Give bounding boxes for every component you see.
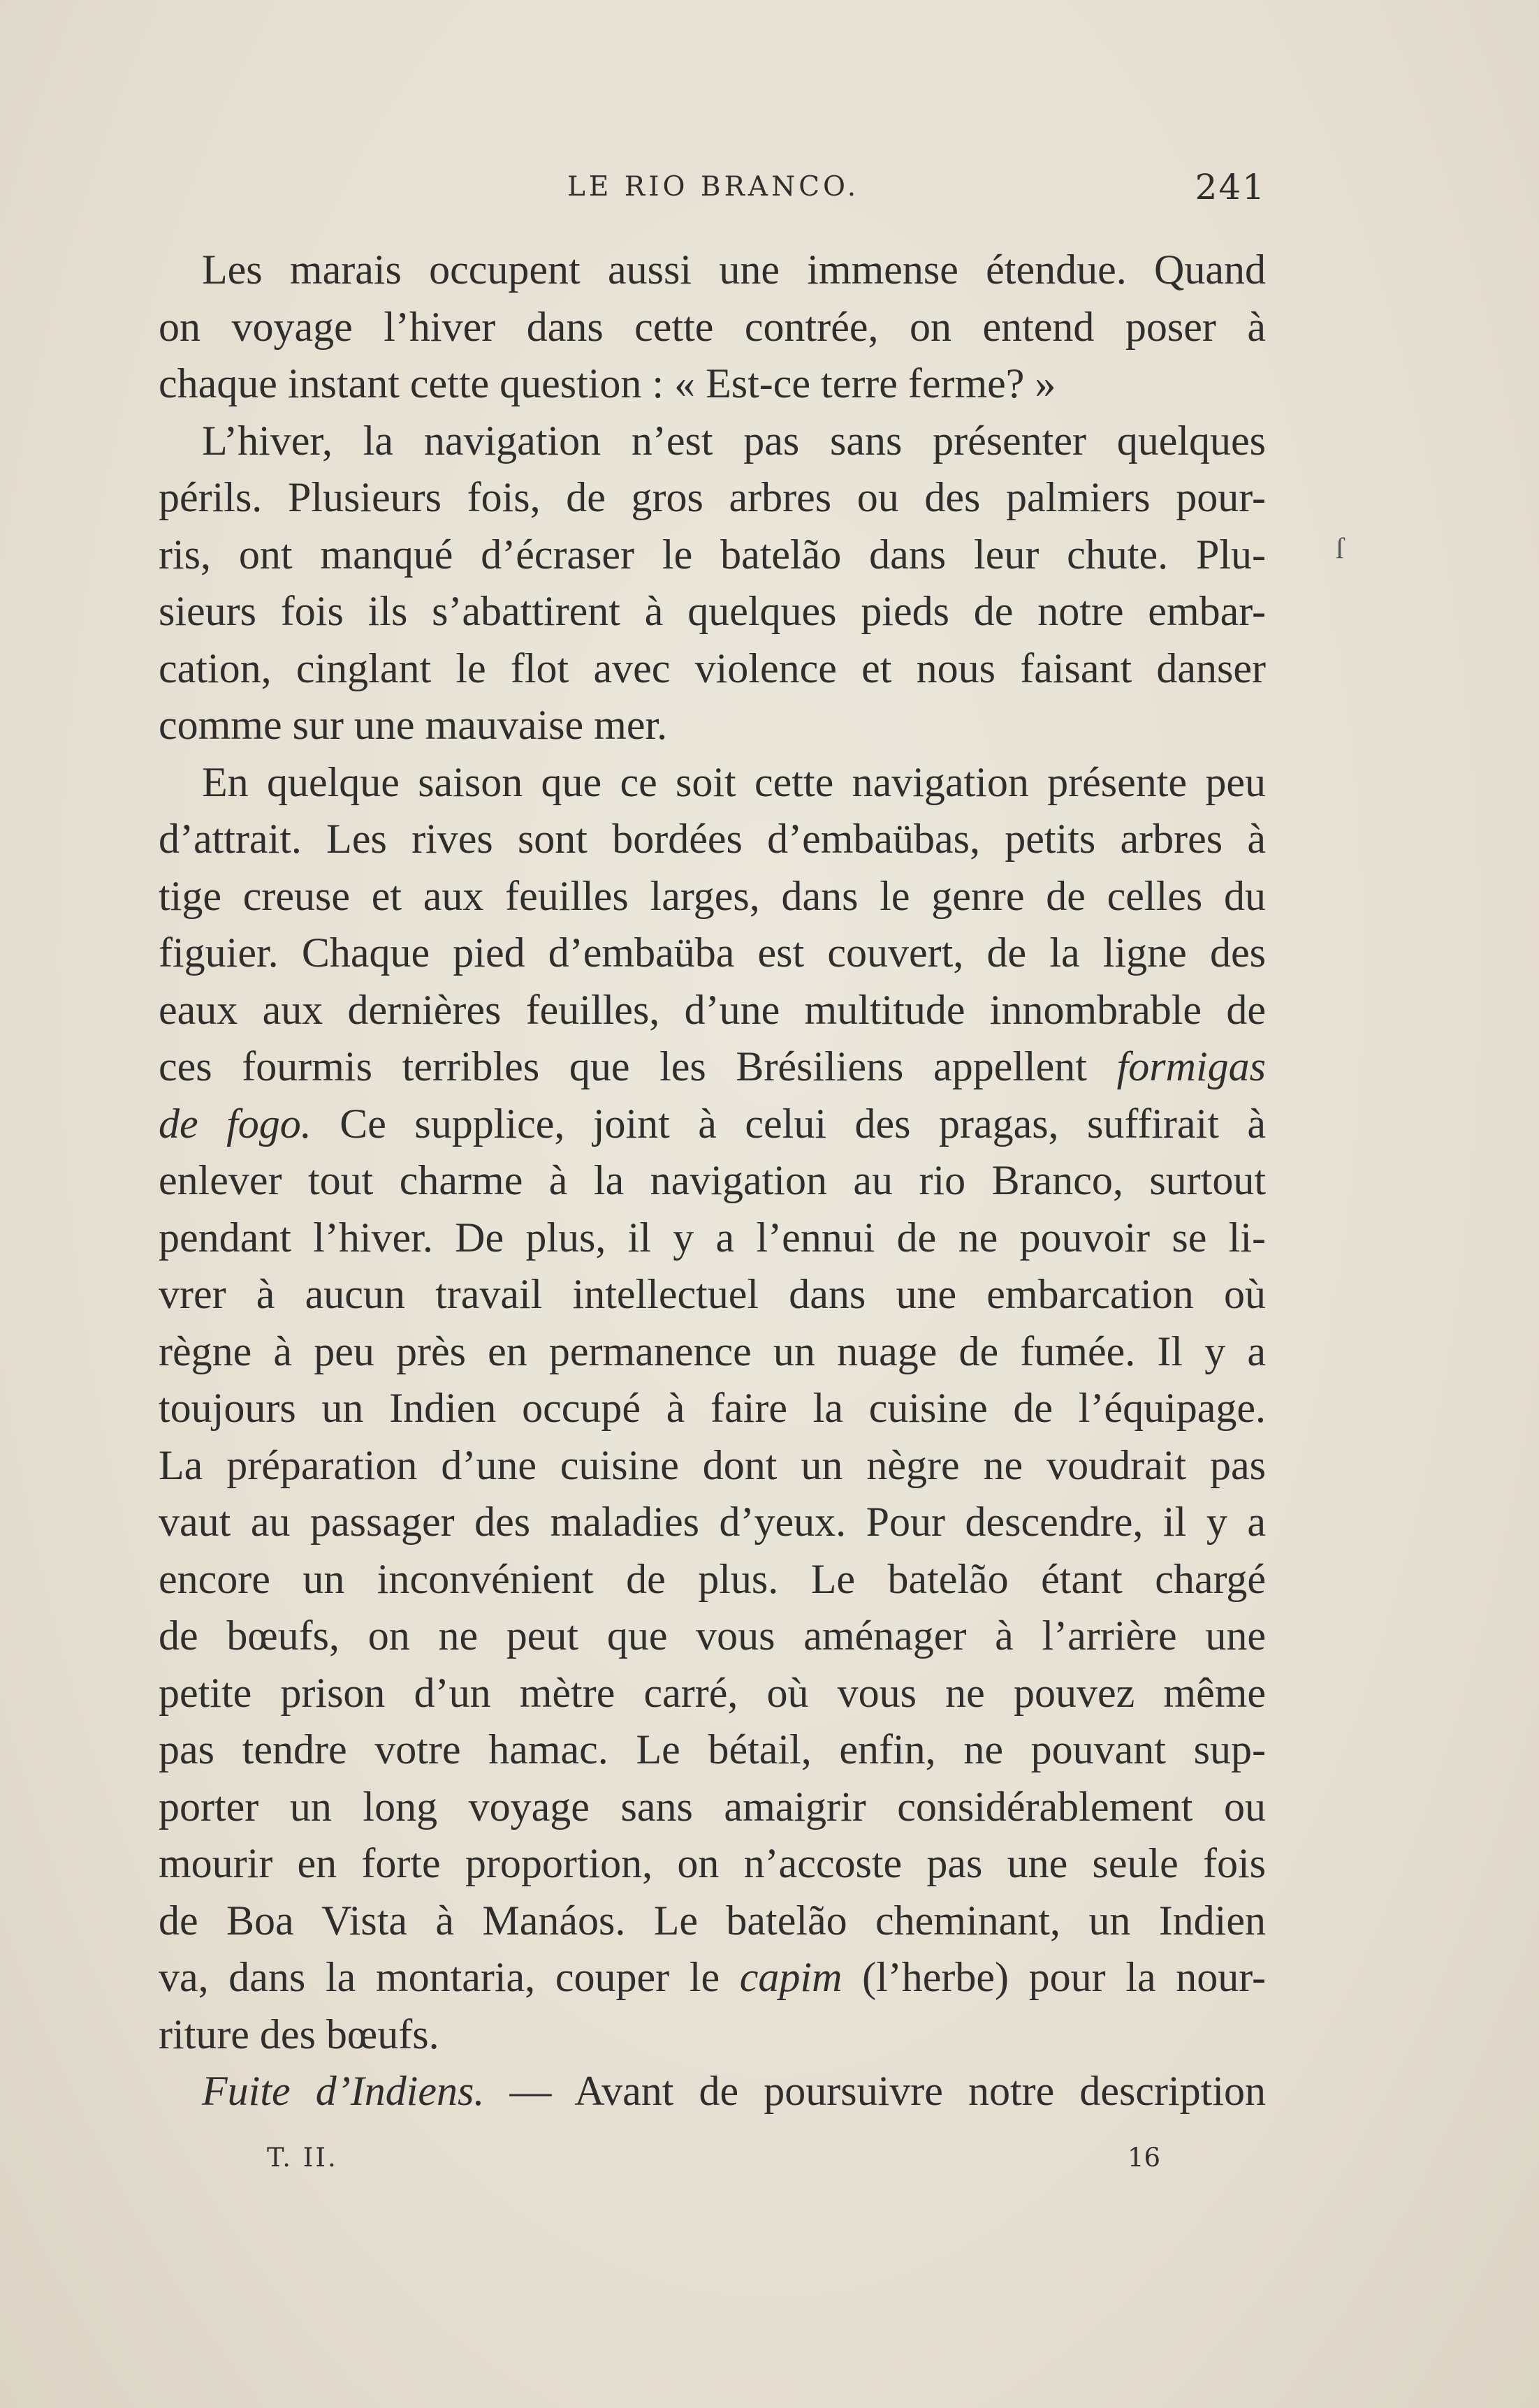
page-header xyxy=(159,166,1266,222)
sheet-number: 16 xyxy=(1128,2143,1161,2173)
italic-term: formigas xyxy=(1116,1043,1267,1089)
text-segment: — Avant de poursuivre notre description xyxy=(484,2068,1266,2114)
text-line: Les marais occupent aussi une immense étendue. Quand xyxy=(202,247,1266,293)
text-line: encore un inconvénient de plus. Le batelão étant chargé xyxy=(159,1555,1266,1602)
text-line: La préparation d’une cuisine dont un nègre ne voudrait pas xyxy=(159,1441,1266,1488)
text-line: mourir en forte proportion, on n’accoste pas une seule fois xyxy=(159,1840,1266,1886)
text-line: tige creuse et aux feuilles larges, dans le genre de celles du xyxy=(159,872,1266,919)
page-number: 241 xyxy=(1195,167,1266,207)
text-line: règne à peu près en permanence un nuage de fumée. Il y a xyxy=(159,1328,1266,1374)
text-line: sieurs fois ils s’abattirent à quelques pieds de notre embar- xyxy=(159,588,1266,634)
text-line: En quelque saison que ce soit cette navigation présente peu xyxy=(202,758,1266,805)
running-title: LE RIO BRANCO. xyxy=(567,171,860,203)
text-line: comme sur une mauvaise mer. xyxy=(159,702,668,748)
text-line xyxy=(159,1949,1266,2006)
text-line: vrer à aucun travail intellectuel dans une embarcation où xyxy=(159,1271,1266,1317)
text-line: enlever tout charme à la navigation au rio Branco, surtout xyxy=(159,1157,1266,1203)
text-line xyxy=(159,1038,1266,1096)
text-line: périls. Plusieurs fois, de gros arbres ou des palmiers pour- xyxy=(159,474,1266,520)
paragraph-marais xyxy=(159,242,1266,413)
text-line: ris, ont manqué d’écraser le batelão dans leur chute. Plu- xyxy=(159,531,1266,578)
text-line: petite prison d’un mètre carré, où vous ne pouvez même xyxy=(159,1669,1266,1716)
text-segment: (l’herbe) pour la nour- xyxy=(862,1954,1267,2000)
body-text xyxy=(159,242,1266,2120)
text-line: pas tendre votre hamac. Le bétail, enfin, ne pouvant sup- xyxy=(159,1726,1266,1772)
text-line: vaut au passager des maladies d’yeux. Pour descendre, il y a xyxy=(159,1499,1266,1545)
margin-mark: ſ xyxy=(1336,533,1344,565)
volume-signature: T. II. xyxy=(267,2143,338,2173)
text-segment: Ce supplice, joint à celui des pragas, suffirait à xyxy=(340,1100,1266,1147)
text-line xyxy=(159,2063,1266,2120)
text-segment: ces fourmis terribles que les Brésiliens appellent xyxy=(159,1043,1087,1089)
text-line: riture des bœufs. xyxy=(159,2011,439,2057)
text-line: d’attrait. Les rives sont bordées d’embaübas, petits arbres à xyxy=(159,816,1266,862)
text-line xyxy=(159,1096,1266,1153)
paragraph-hiver xyxy=(159,413,1266,754)
page-footer xyxy=(159,2137,1266,2179)
italic-term: de fogo. xyxy=(159,1100,312,1147)
section-heading: Fuite d’Indiens. xyxy=(202,2068,485,2114)
text-line: porter un long voyage sans amaigrir considérablement ou xyxy=(159,1783,1266,1830)
paragraph-saison xyxy=(159,754,1266,2064)
text-line: eaux aux dernières feuilles, d’une multitude innombrable de xyxy=(159,986,1266,1033)
text-line: toujours un Indien occupé à faire la cuisine de l’équipage. xyxy=(159,1385,1266,1431)
text-line: chaque instant cette question : « Est-ce terre ferme? » xyxy=(159,360,1056,406)
text-line: L’hiver, la navigation n’est pas sans présenter quelques xyxy=(202,417,1266,464)
text-line: de bœufs, on ne peut que vous aménager à l’arrière une xyxy=(159,1613,1266,1659)
text-line: pendant l’hiver. De plus, il y a l’ennui de ne pouvoir se li- xyxy=(159,1214,1266,1261)
text-segment: va, dans la montaria, couper le xyxy=(159,1954,720,2000)
text-line: de Boa Vista à Manáos. Le batelão cheminant, un Indien xyxy=(159,1897,1266,1944)
text-line: cation, cinglant le flot avec violence et nous faisant danser xyxy=(159,645,1266,691)
text-line: figuier. Chaque pied d’embaüba est couvert, de la ligne des xyxy=(159,930,1266,976)
italic-term: capim xyxy=(739,1954,843,2000)
paragraph-fuite xyxy=(159,2063,1266,2120)
text-line: on voyage l’hiver dans cette contrée, on entend poser à xyxy=(159,303,1266,350)
